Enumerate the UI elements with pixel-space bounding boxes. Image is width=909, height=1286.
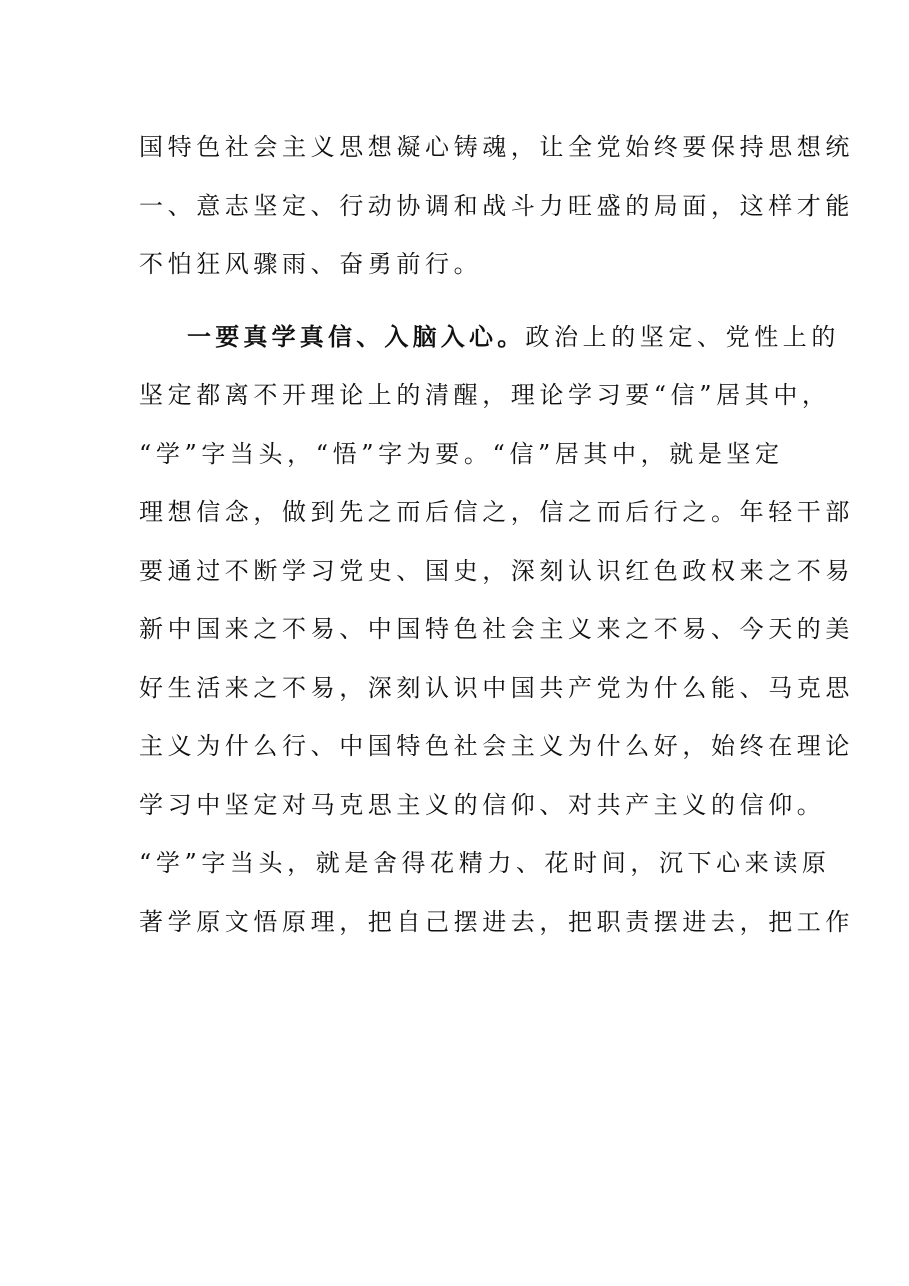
text-line: 不怕狂风骤雨、奋勇前行。 <box>139 250 483 278</box>
paragraph-gap <box>139 294 771 308</box>
text-line: 国特色社会主义思想凝心铸魂，让全党始终要保持思想统 <box>139 133 854 161</box>
text-line: “学”字当头，就是舍得花精力、花时间，沉下心来读原 <box>139 849 831 877</box>
text-line: 理想信念，做到先之而后信之，信之而后行之。年轻干部 <box>139 498 854 526</box>
text-line: 一、意志坚定、行动协调和战斗力旺盛的局面，这样才能 <box>139 191 854 220</box>
text-line: 新中国来之不易、中国特色社会主义来之不易、今天的美 <box>139 615 854 643</box>
document-body <box>139 118 854 951</box>
text-line: “学”字当头，“悟”字为要。“信”居其中，就是坚定 <box>139 439 784 468</box>
text-line <box>139 308 841 367</box>
paragraph-heading: 一要真学真信、入脑入心。 <box>187 321 526 351</box>
paragraph-1 <box>139 118 854 294</box>
heading-line-rest: 政治上的坚定、党性上的 <box>525 322 841 351</box>
text-line: 要通过不断学习党史、国史，深刻认识红色政权来之不易 <box>139 556 854 585</box>
paragraph-2 <box>139 308 854 952</box>
text-line: 学习中坚定对马克思主义的信仰、对共产主义的信仰。 <box>139 790 826 819</box>
text-line: 坚定都离不开理论上的清醒，理论学习要“信”居其中， <box>139 381 831 409</box>
text-line: 主义为什么行、中国特色社会主义为什么好，始终在理论 <box>139 732 854 760</box>
text-line: 好生活来之不易，深刻认识中国共产党为什么能、马克思 <box>139 673 854 702</box>
text-line: 著学原文悟原理，把自己摆进去，把职责摆进去，把工作 <box>139 907 854 936</box>
